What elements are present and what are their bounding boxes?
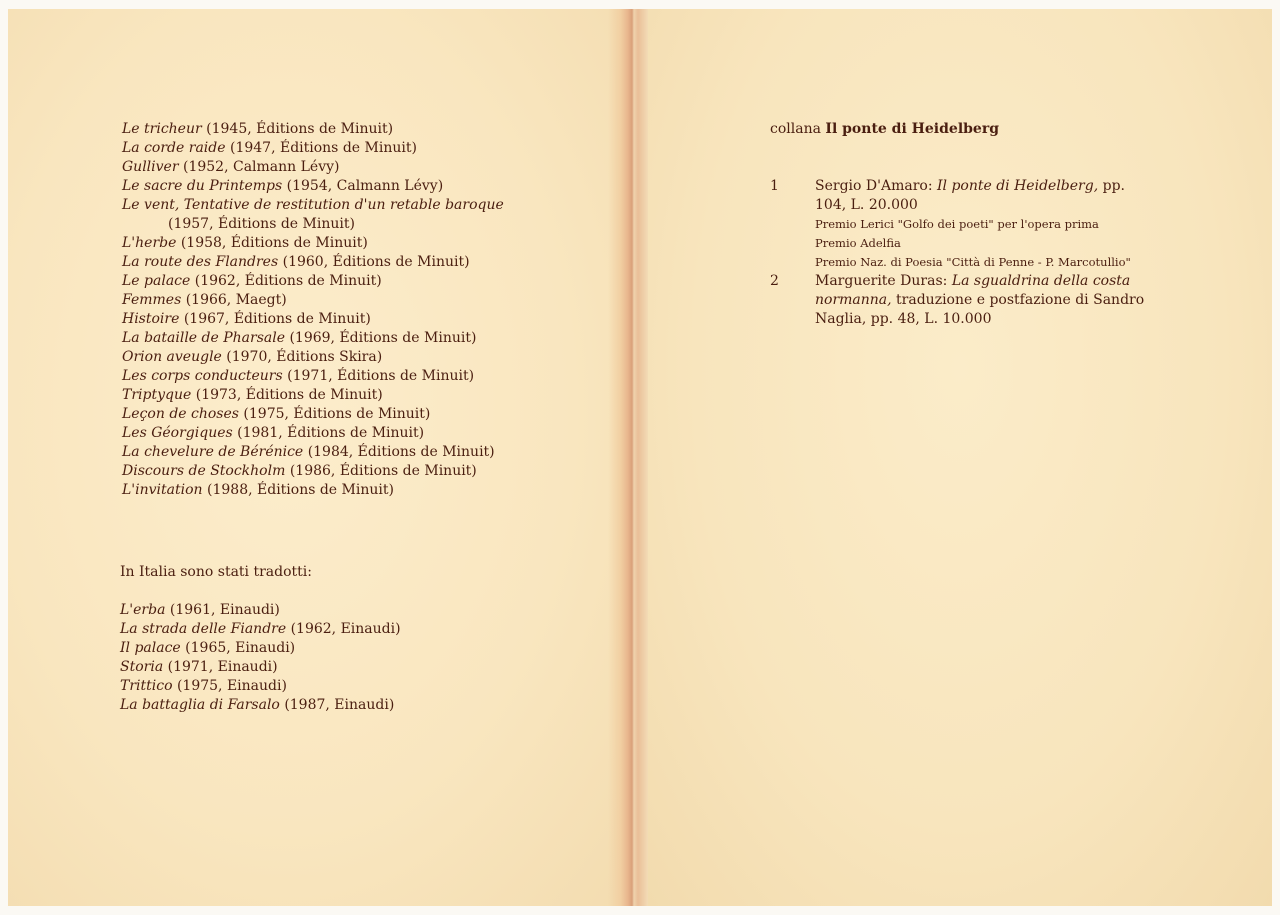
work-item [122,177,522,196]
translation-detail: (1961, Einaudi) [169,602,280,618]
translation-detail: (1987, Einaudi) [284,697,395,713]
entry-details: pp. 104, L. 20.000 [815,178,1125,213]
work-item [122,310,522,329]
work-item [122,481,522,500]
translation-item [120,601,401,620]
work-detail: (1962, Éditions de Minuit) [194,273,382,289]
entry-details: traduzione e postfazione di Sandro Naglia, pp. 48, L. 10.000 [815,292,1145,327]
work-title: La bataille de Pharsale [122,330,286,346]
work-detail: (1945, Éditions de Minuit) [206,121,394,137]
work-detail: (1947, Éditions de Minuit) [229,140,417,156]
work-title: Le palace [122,273,191,289]
works-list [122,120,522,500]
work-item [122,462,522,481]
work-detail: (1954, Calmann Lévy) [286,178,444,194]
work-title: Le tricheur [122,121,202,137]
work-detail: (1988, Éditions de Minuit) [207,482,394,498]
entry-title: Il ponte di Heidelberg, [936,178,1099,194]
translation-item [120,677,401,696]
work-item [122,234,522,253]
translations-heading: In Italia sono stati tradotti: [120,564,312,580]
work-item [122,291,522,310]
translation-item [120,696,401,715]
translation-detail: (1962, Einaudi) [290,621,401,637]
entry-text [815,177,1160,215]
series-name: Il ponte di Heidelberg [825,121,999,137]
entry-title: La sgualdrina della costa normanna, [815,273,1131,308]
entry-award: Premio Naz. di Poesia "Città di Penne - P. Marcotullio" [815,255,1131,269]
work-title: Le vent, Tentative de restitution d'un retable baroque [122,197,504,213]
translation-title: La battaglia di Farsalo [120,697,280,713]
work-title: L'invitation [122,482,203,498]
work-title: Histoire [122,311,180,327]
work-detail: (1973, Éditions de Minuit) [195,387,383,403]
work-item [122,329,522,348]
work-detail: (1981, Éditions de Minuit) [237,425,425,441]
work-detail: (1960, Éditions de Minuit) [282,254,470,270]
translation-title: Trittico [120,678,173,694]
right-page [648,9,1272,906]
work-detail: (1969, Éditions de Minuit) [289,330,477,346]
translation-title: L'erba [120,602,166,618]
work-item [122,386,522,405]
entry-award: Premio Adelfia [815,236,901,250]
work-title: Les corps conducteurs [122,368,283,384]
series-catalog [770,177,1160,329]
work-title: Femmes [122,292,182,308]
left-page [8,9,626,906]
catalog-entry [770,177,1160,272]
work-item [122,405,522,424]
entry-text [815,272,1160,329]
work-detail: (1975, Éditions de Minuit) [243,406,431,422]
entry-author: Sergio D'Amaro: [815,178,933,194]
translation-title: Storia [120,659,164,675]
book-spread [8,9,1272,906]
translation-title: La strada delle Fiandre [120,621,287,637]
work-item [122,367,522,386]
work-item [122,196,522,234]
work-detail: (1958, Éditions de Minuit) [180,235,368,251]
work-item [122,120,522,139]
translation-detail: (1975, Einaudi) [176,678,287,694]
translation-item [120,658,401,677]
work-detail: (1966, Maegt) [185,292,287,308]
translations-list [120,601,401,715]
work-title: La route des Flandres [122,254,279,270]
translation-detail: (1965, Einaudi) [185,640,296,656]
work-detail: (1970, Éditions Skira) [226,349,383,365]
work-detail: (1967, Éditions de Minuit) [183,311,371,327]
entry-number: 1 [770,178,779,194]
work-title: Orion aveugle [122,349,222,365]
translation-item [120,639,401,658]
work-detail: (1971, Éditions de Minuit) [287,368,475,384]
work-item [122,443,522,462]
work-title: L'herbe [122,235,177,251]
entry-number: 2 [770,273,779,289]
work-detail: (1984, Éditions de Minuit) [307,444,495,460]
work-title: Leçon de choses [122,406,239,422]
work-title: La corde raide [122,140,226,156]
work-item [122,253,522,272]
translation-title: Il palace [120,640,181,656]
work-item [122,424,522,443]
work-title: La chevelure de Bérénice [122,444,304,460]
work-item [122,272,522,291]
work-detail: (1952, Calmann Lévy) [182,159,340,175]
work-title: Gulliver [122,159,179,175]
series-prefix: collana [770,121,821,137]
work-title: Triptyque [122,387,192,403]
work-item [122,158,522,177]
translation-item [120,620,401,639]
catalog-entry [770,272,1160,329]
entry-author: Marguerite Duras: [815,273,948,289]
entry-award: Premio Lerici "Golfo dei poeti" per l'opera prima [815,217,1099,231]
work-title: Le sacre du Printemps [122,178,283,194]
work-detail: (1957, Éditions de Minuit) [168,216,355,232]
work-detail: (1986, Éditions de Minuit) [289,463,477,479]
series-heading [770,120,999,139]
work-item [122,139,522,158]
work-title: Discours de Stockholm [122,463,286,479]
translation-detail: (1971, Einaudi) [167,659,278,675]
work-item [122,348,522,367]
work-title: Les Géorgiques [122,425,233,441]
